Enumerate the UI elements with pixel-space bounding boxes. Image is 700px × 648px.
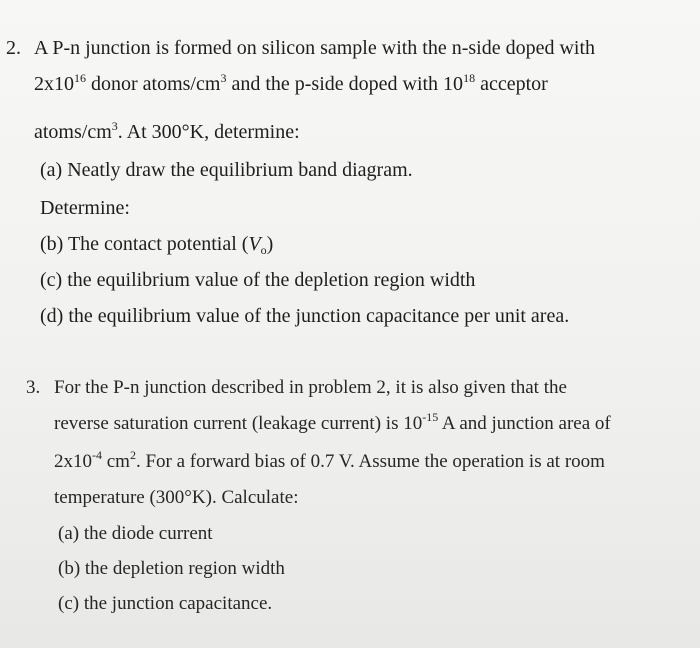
problem-2-part-c: (c) the equilibrium value of the depletion region width [40, 269, 476, 291]
problem-3-line-2: reverse saturation current (leakage current) is $10^{-15}$ A and junction area of [54, 410, 611, 434]
problem-3-line-4: temperature (300°K). Calculate: [54, 487, 299, 508]
problem-2-part-a: (a) Neatly draw the equilibrium band diagram. [40, 159, 413, 181]
problem-2-part-b: (b) The contact potential $(V_o)$ [40, 233, 274, 257]
problem-3-part-b: (b) the depletion region width [58, 558, 285, 579]
problem-2-part-d: (d) the equilibrium value of the junction capacitance per unit area. [40, 305, 570, 327]
problem-2-line-3: atoms/$cm^3$. At 300°K, determine: [34, 119, 300, 143]
problem-3-line-1: For the P-n junction described in problem 2, it is also given that the [54, 377, 567, 398]
problem-2-determine: Determine: [40, 197, 130, 219]
problem-3-line-3: $2x10^{-4}$ $cm^2$. For a forward bias of 0.7 V. Assume the operation is at room [54, 448, 605, 472]
problem-3-part-c: (c) the junction capacitance. [58, 593, 273, 614]
problem-3-number: 3. [26, 377, 41, 398]
problem-2-line-1: A P-n junction is formed on silicon sample with the n-side doped with [34, 37, 596, 59]
problem-2-number: 2. [6, 37, 21, 59]
problem-3-part-a: (a) the diode current [58, 523, 213, 544]
problem-2-line-2: $2x10^{16}$ donor atoms/$cm^3$ and the p-side doped with $10^{18}$ acceptor [34, 71, 548, 95]
